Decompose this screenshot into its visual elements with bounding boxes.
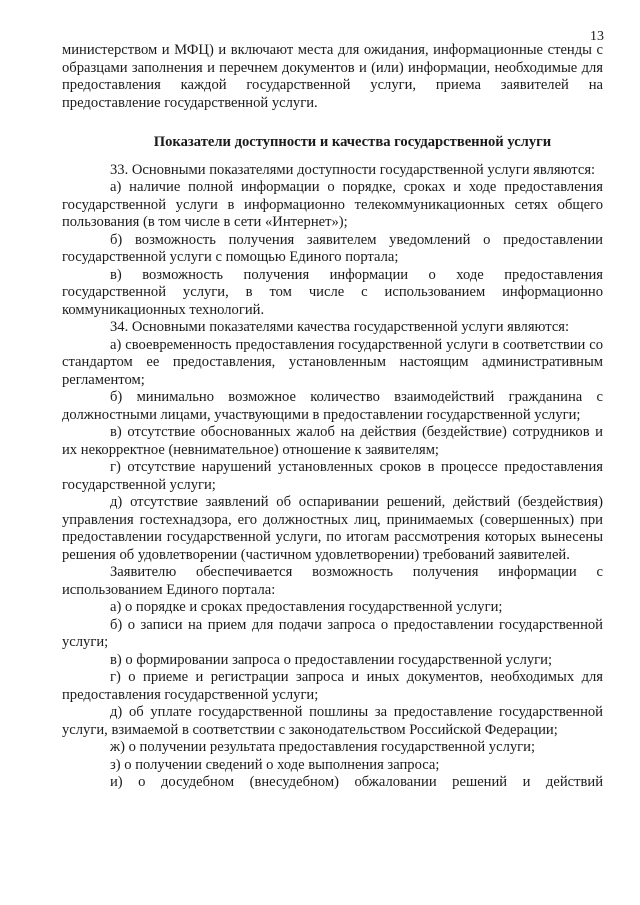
list-item-portal-h: и) о досудебном (внесудебном) обжаловании решений и действий <box>110 774 603 790</box>
section-heading: Показатели доступности и качества государственной услуги <box>153 134 552 150</box>
document-body <box>62 42 603 792</box>
list-item-portal-b: б) о записи на прием для подачи запроса о предоставлении государственной услуги; <box>62 616 603 650</box>
paragraph-34: 34. Основными показателями качества государственной услуги являются: <box>110 319 570 335</box>
list-item-34c: в) отсутствие обоснованных жалоб на действия (бездействие) сотрудников и их некорректное (невнимательное) отношение к заявителям; <box>62 424 603 458</box>
list-item-portal-d: г) о приеме и регистрации запроса и иных документов, необходимых для предоставления государственной услуги; <box>62 669 603 703</box>
list-item-34b: б) минимально возможное количество взаимодействий гражданина с должностными лицами, участвующими в предоставлении государственной услуги; <box>62 389 603 423</box>
list-item-portal-c: в) о формировании запроса о предоставлении государственной услуги; <box>110 651 552 668</box>
list-item-34e: д) отсутствие заявлений об оспаривании решений, действий (бездействия) управления гостехнадзора, его должностных лиц, принимаемых (совершенных) при предоставлении государственной услуги, по итогам рассмотрения которых вынесены решения об удовлетворении (частичном удовлетворении) требований заявителей. <box>62 494 603 563</box>
list-item-portal-e: д) об уплате государственной пошлины за предоставление государственной услуги, взимаемой в соответствии с законодательством Российской Федерации; <box>62 704 603 738</box>
list-item-portal-f: ж) о получении результата предоставления государственной услуги; <box>110 739 535 755</box>
paragraph-33: 33. Основными показателями доступности государственной услуги являются: <box>110 161 596 178</box>
list-item-34d: г) отсутствие нарушений установленных сроков в процессе предоставления государственной услуги; <box>62 459 603 493</box>
page-number: 13 <box>590 29 604 44</box>
paragraph-portal-info: Заявителю обеспечивается возможность получения информации с использованием Единого портала: <box>62 564 603 598</box>
list-item-portal-a: а) о порядке и сроках предоставления государственной услуги; <box>110 599 503 615</box>
paragraph-intro: министерством и МФЦ) и включают места для ожидания, информационные стенды с образцами заполнения и перечнем документов и (или) информации, необходимые для предоставления каждой государственной услуги, приема заявителей на предоставление государственной услуги. <box>62 42 603 111</box>
list-item-34a: а) своевременность предоставления государственной услуги в соответствии со стандартом ее предоставления, установленным настоящим административным регламентом; <box>62 336 603 388</box>
list-item-33a: а) наличие полной информации о порядке, сроках и ходе предоставления государственной услуги в информационно телекоммуникационных сетях общего пользования (в том числе в сети «Интернет»); <box>62 179 603 230</box>
list-item-33c: в) возможность получения информации о ходе предоставления государственной услуги, в том числе с использованием информационно коммуникационных технологий. <box>62 266 603 318</box>
list-item-33b: б) возможность получения заявителем уведомлений о предоставлении государственной услуги с помощью Единого портала; <box>62 231 603 265</box>
list-item-portal-g: з) о получении сведений о ходе выполнения запроса; <box>110 756 440 773</box>
